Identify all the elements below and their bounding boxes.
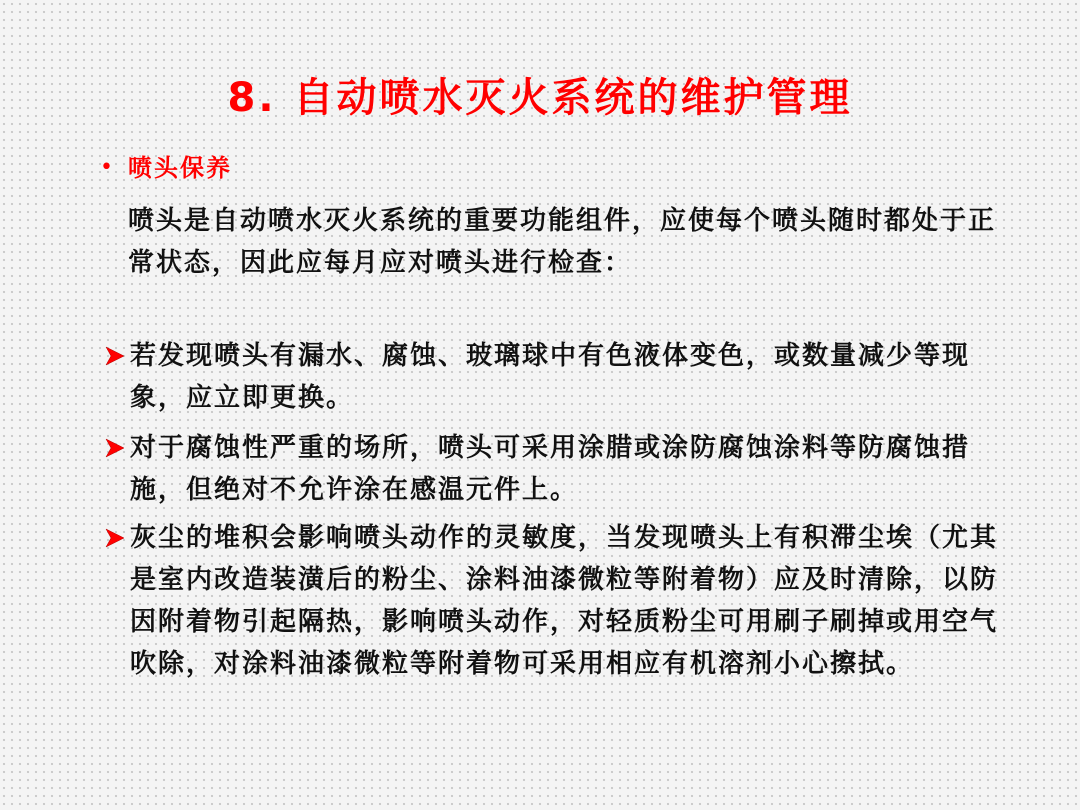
slide-title: 8. 自动喷水灭火系统的维护管理: [227, 75, 853, 121]
list-item-text: 灰尘的堆积会影响喷头动作的灵敏度，当发现喷头上有积滞尘埃（尤其是室内改造装潢后的粉尘、涂料油漆微粒等附着物）应及时清除，以防因附着物引起隔热，影响喷头动作，对轻质粉尘可用刷子刷掉或用空气吹除，对涂料油漆微粒等附着物可采用相应有机溶剂小心擦拭。: [130, 523, 999, 679]
list-item: [104, 517, 1014, 685]
bullet-dot-icon: •: [100, 155, 113, 180]
list-item: [104, 335, 1014, 419]
list-item-text: 若发现喷头有漏水、腐蚀、玻璃球中有色液体变色，或数量减少等现象，应立即更换。: [130, 341, 971, 413]
intro-paragraph: 喷头是自动喷水灭火系统的重要功能组件，应使每个喷头随时都处于正常状态，因此应每月应对喷头进行检查：: [128, 206, 997, 278]
list-item: [104, 427, 1014, 511]
arrow-bullet-icon: [104, 335, 130, 377]
arrow-bullet-icon: [104, 427, 130, 469]
list-item-text: 对于腐蚀性严重的场所，喷头可采用涂腊或涂防腐蚀涂料等防腐蚀措施，但绝对不允许涂在感温元件上。: [130, 433, 971, 505]
section-heading: 喷头保养: [128, 154, 232, 182]
arrow-bullet-icon: [104, 517, 130, 559]
bullet-heading-row: [100, 150, 232, 186]
